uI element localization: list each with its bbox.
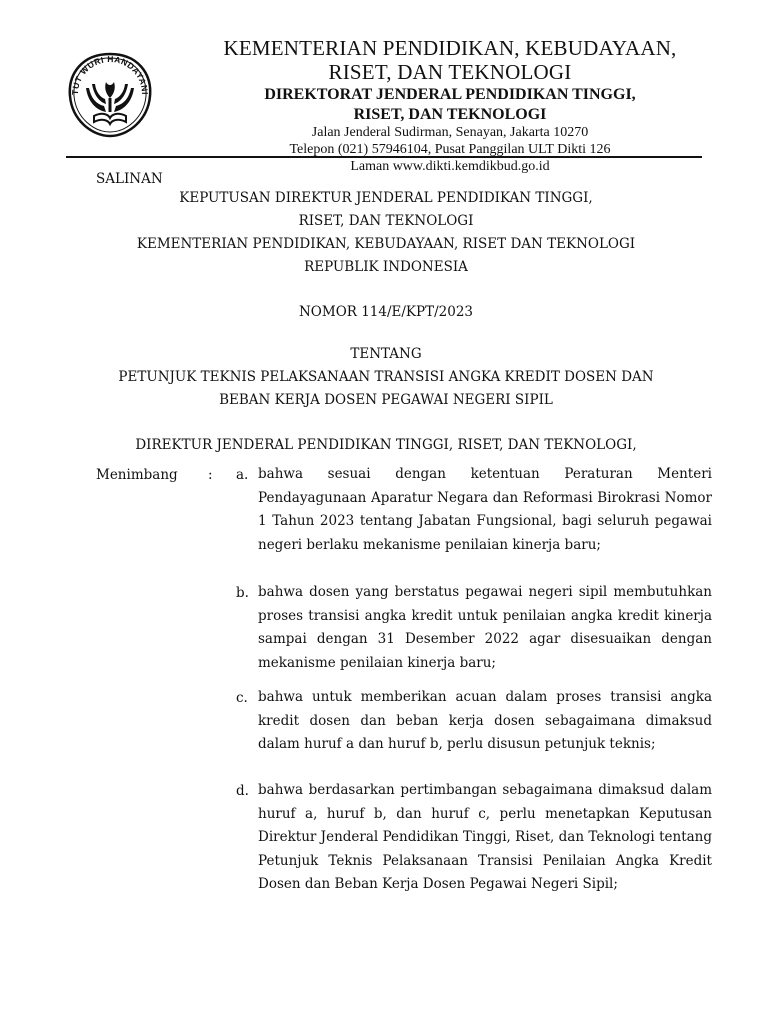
phone: Telepon (021) 57946104, Pusat Panggilan ULT Dikti 126	[289, 142, 611, 157]
letterhead-divider	[66, 156, 702, 158]
svg-text:TUT WURI HANDAYANI: TUT WURI HANDAYANI	[69, 53, 151, 96]
decree-subject-line1: PETUNJUK TEKNIS PELAKSANAAN TRANSISI ANGKA KREDIT DOSEN DAN	[118, 369, 654, 385]
decree-subject-line2: BEBAN KERJA DOSEN PEGAWAI NEGERI SIPIL	[219, 392, 553, 408]
about-label: TENTANG	[350, 346, 422, 362]
decree-title-line1: KEPUTUSAN DIREKTUR JENDERAL PENDIDIKAN TINGGI,	[179, 190, 593, 206]
ministry-name-line2: RISET, DAN TEKNOLOGI	[328, 60, 572, 84]
decree-number: NOMOR 114/E/KPT/2023	[298, 304, 474, 320]
decree-title-line4: REPUBLIK INDONESIA	[304, 259, 468, 275]
ministry-name-line1: KEMENTERIAN PENDIDIKAN, KEBUDAYAAN,	[223, 36, 677, 60]
considering-label: Menimbang	[96, 467, 178, 483]
decree-title-line2: RISET, DAN TEKNOLOGI	[298, 213, 474, 229]
item-text: bahwa berdasarkan pertimbangan sebagaimana dimaksud dalam huruf a, huruf b, dan huruf c, perlu menetapkan Keputusan Direktur Jenderal Pendidikan Tinggi, Riset, dan Teknologi tentang Petunjuk Teknis Pelaksanaan Transisi Penilaian Angka Kredit Dosen dan Beban Kerja Dosen Pegawai Negeri Sipil;	[258, 782, 712, 892]
directorate-name-line1: DIREKTORAT JENDERAL PENDIDIKAN TINGGI,	[264, 86, 636, 103]
item-text: bahwa dosen yang berstatus pegawai negeri sipil membutuhkan proses transisi angka kredit untuk penilaian angka kredit kinerja sampai dengan 31 Desember 2022 agar disesuaikan dengan mekanisme penilaian kinerja baru;	[258, 584, 712, 671]
item-letter: b.	[236, 585, 249, 601]
tut-wuri-handayani-logo	[62, 48, 158, 140]
website: Laman www.dikti.kemdikbud.go.id	[350, 159, 550, 174]
signatory-title: DIREKTUR JENDERAL PENDIDIKAN TINGGI, RISET, DAN TEKNOLOGI,	[135, 437, 637, 453]
address: Jalan Jenderal Sudirman, Senayan, Jakarta 10270	[311, 125, 589, 140]
item-letter: d.	[236, 783, 249, 799]
directorate-name-line2: RISET, DAN TEKNOLOGI	[353, 106, 547, 123]
item-letter: a.	[236, 467, 249, 483]
considering-colon: :	[208, 467, 213, 483]
item-text: bahwa untuk memberikan acuan dalam proses transisi angka kredit dosen dan beban kerja dosen sebagaimana dimaksud dalam huruf a dan huruf b, perlu disusun petunjuk teknis;	[258, 689, 712, 752]
decree-title-line3: KEMENTERIAN PENDIDIKAN, KEBUDAYAAN, RISET DAN TEKNOLOGI	[136, 236, 636, 252]
copy-label: SALINAN	[96, 171, 163, 187]
item-text: bahwa sesuai dengan ketentuan Peraturan Menteri Pendayagunaan Aparatur Negara dan Reformasi Birokrasi Nomor 1 Tahun 2023 tentang Jabatan Fungsional, bagi seluruh pegawai negeri berlaku mekanisme penilaian kinerja baru;	[258, 466, 712, 553]
letterhead	[170, 36, 730, 175]
item-letter: c.	[236, 690, 248, 706]
